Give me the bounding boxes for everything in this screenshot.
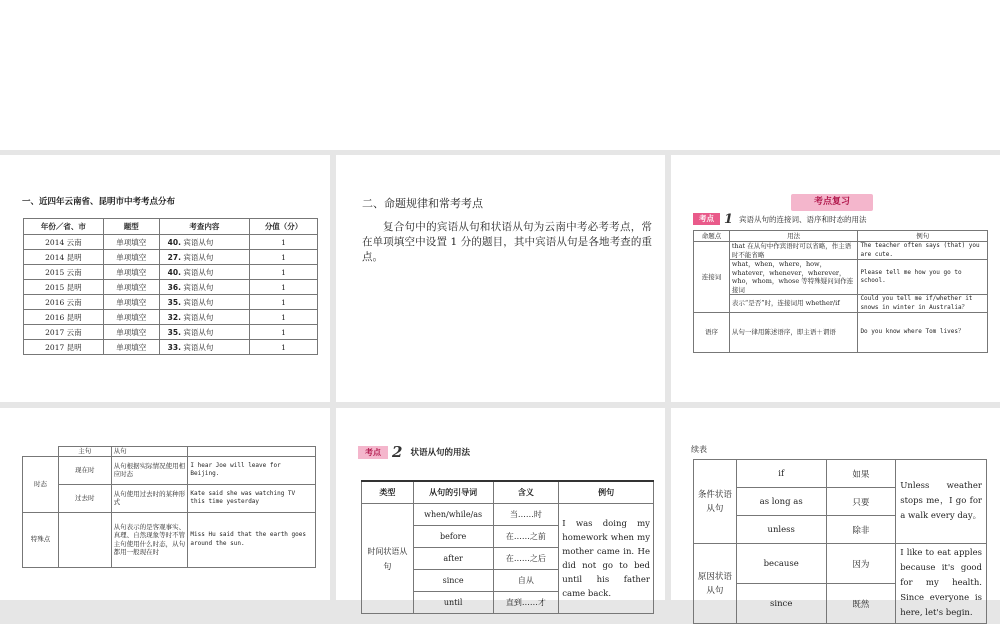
column-header: 含义 [493, 481, 559, 504]
tense-table [22, 446, 316, 568]
table-row [24, 280, 318, 295]
question-number: 35. [167, 297, 181, 307]
table-header-row [694, 231, 988, 242]
object-clause-table [693, 230, 988, 353]
cell-content [159, 340, 249, 355]
conjunction-cell: since [736, 584, 826, 624]
usage-cell: 从句一律用陈述语序，即主语＋谓语 [729, 313, 858, 353]
table-row [24, 340, 318, 355]
table-row [694, 544, 987, 584]
cell-type: 单项填空 [103, 235, 159, 250]
table-row [694, 260, 988, 295]
cell-type: 单项填空 [103, 280, 159, 295]
cell-content [159, 250, 249, 265]
cell-year: 2015 昆明 [24, 280, 104, 295]
table-header-row [23, 447, 316, 457]
table-row [694, 313, 988, 353]
cell-year: 2014 昆明 [24, 250, 104, 265]
table-row [23, 456, 316, 484]
slide-adverbial-continued[interactable] [671, 408, 1000, 618]
question-number: 36. [167, 282, 181, 292]
meaning-cell: 除非 [826, 516, 896, 544]
topic: 宾语从句 [183, 237, 214, 247]
slide-exam-rules[interactable] [336, 155, 665, 402]
table-header-row [362, 481, 654, 504]
example-cell: Do you know where Tom lives？ [858, 313, 988, 353]
key-point-number: 1 [724, 211, 734, 227]
column-header: 命题点 [694, 231, 730, 242]
clause-type: 时间状语从句 [362, 504, 414, 614]
table-row [23, 484, 316, 512]
column-header: 年份／省、市 [24, 219, 104, 235]
meaning-cell: 在……之后 [493, 548, 559, 570]
table-row [24, 325, 318, 340]
cell-type: 单项填空 [103, 265, 159, 280]
question-number: 35. [167, 327, 181, 337]
question-number: 33. [167, 342, 181, 352]
cell-type: 单项填空 [103, 310, 159, 325]
cell-score: 1 [250, 235, 318, 250]
sub-clause-header: 从句 [111, 447, 188, 457]
usage-cell: 从句表示的是客观事实、真理、自然现象等时不管主句使用什么时态，从句都用一般现在时 [111, 512, 188, 567]
cell-year: 2015 云南 [24, 265, 104, 280]
distribution-table [23, 218, 318, 355]
cell-content [159, 265, 249, 280]
tense-label: 时态 [23, 456, 59, 512]
table-row [24, 295, 318, 310]
topic: 宾语从句 [183, 342, 214, 352]
empty-cell [188, 447, 316, 457]
cell-type: 单项填空 [103, 325, 159, 340]
table-row [362, 504, 654, 526]
meaning-cell: 自从 [493, 570, 559, 592]
table-row [694, 295, 988, 313]
cell-type: 单项填空 [103, 340, 159, 355]
key-point-tag: 考点 [693, 213, 720, 225]
example-cell: The teacher often says (that) you are cute. [858, 242, 988, 260]
column-header: 从句的引导词 [413, 481, 493, 504]
adverbial-continued-table [693, 459, 987, 624]
conjunction-cell: until [413, 592, 493, 614]
column-header: 类型 [362, 481, 414, 504]
table-row [23, 512, 316, 567]
table-row [24, 265, 318, 280]
table-row [24, 310, 318, 325]
meaning-cell: 当……时 [493, 504, 559, 526]
cell-year: 2017 云南 [24, 325, 104, 340]
cell-year: 2016 昆明 [24, 310, 104, 325]
key-point-title: 宾语从句的连接词、语序和时态的用法 [739, 214, 867, 224]
usage-cell: 从句使用过去时的某种形式 [111, 484, 188, 512]
key-point-bar [358, 444, 470, 460]
table-row [24, 235, 318, 250]
table-row [694, 242, 988, 260]
slide-paragraph: 复合句中的宾语从句和状语从句为云南中考必考考点，常在单项填空中设置 1 分的题目，其中宾语从句是各地考查的重点。 [362, 221, 652, 263]
review-banner: 考点复习 [791, 194, 873, 211]
cell-score: 1 [250, 310, 318, 325]
usage-cell: 从句根据实际情况使用相应时态 [111, 456, 188, 484]
usage-cell: 表示“是否”时，连接词用 whether/if [729, 295, 858, 313]
usage-cell: what，when，where，how，whatever，whenever，wherever，who，whom，whose 等特殊疑问词作连接词 [729, 260, 858, 295]
topic: 宾语从句 [183, 312, 214, 322]
key-point-title: 状语从句的用法 [410, 448, 470, 458]
slide-adverbial-clause[interactable] [336, 408, 665, 607]
present-label: 现在时 [58, 456, 111, 484]
column-header: 例句 [559, 481, 654, 504]
column-header: 题型 [103, 219, 159, 235]
meaning-cell: 因为 [826, 544, 896, 584]
example-cell: Please tell me how you go to school. [858, 260, 988, 295]
cell-year: 2014 云南 [24, 235, 104, 250]
conjunction-cell: as long as [736, 488, 826, 516]
cell-type: 单项填空 [103, 250, 159, 265]
meaning-cell: 既然 [826, 584, 896, 624]
topic: 宾语从句 [183, 327, 214, 337]
slide-exam-distribution[interactable] [0, 155, 330, 402]
past-label: 过去时 [58, 484, 111, 512]
empty-cell [23, 447, 59, 457]
meaning-cell: 直到……才 [493, 592, 559, 614]
cell-type: 单项填空 [103, 295, 159, 310]
slide-title: 一、近四年云南省、昆明市中考考点分布 [22, 197, 176, 207]
cell-score: 1 [250, 340, 318, 355]
slide-object-clause[interactable] [671, 155, 1000, 402]
column-header: 例句 [858, 231, 988, 242]
main-clause-header: 主句 [58, 447, 111, 457]
example-cell: Unless weather stops me，I go for a walk every day。 [896, 460, 987, 544]
question-number: 40. [167, 267, 181, 277]
question-number: 27. [167, 252, 181, 262]
conjunction-cell: after [413, 548, 493, 570]
question-number: 32. [167, 312, 181, 322]
cell-content [159, 310, 249, 325]
usage-cell: that 在从句中作宾语时可以省略，作主语时不能省略 [729, 242, 858, 260]
cell-score: 1 [250, 280, 318, 295]
blank-slide [0, 0, 1000, 150]
slide-tense-rules[interactable] [0, 408, 330, 600]
example-cell: Miss Hu said that the earth goes around the sun. [188, 512, 316, 567]
cell-score: 1 [250, 250, 318, 265]
key-point-number: 2 [392, 443, 403, 461]
column-header: 用法 [729, 231, 858, 242]
question-number: 40. [167, 237, 181, 247]
cell-score: 1 [250, 265, 318, 280]
cell-content [159, 280, 249, 295]
conjunction-cell: because [736, 544, 826, 584]
conjunction-cell: before [413, 526, 493, 548]
topic: 宾语从句 [183, 252, 214, 262]
meaning-cell: 在……之前 [493, 526, 559, 548]
cell-content [159, 325, 249, 340]
cell-score: 1 [250, 295, 318, 310]
conjunction-cell: if [736, 460, 826, 488]
topic: 宾语从句 [183, 267, 214, 277]
conjunction-cell: when/while/as [413, 504, 493, 526]
conjunction-cell: unless [736, 516, 826, 544]
conjunction-cell: since [413, 570, 493, 592]
column-header: 分值（分） [250, 219, 318, 235]
meaning-cell: 只要 [826, 488, 896, 516]
example-cell: Kate said she was watching TV this time yesterday [188, 484, 316, 512]
example-cell: Could you tell me if/whether it snows in winter in Australia？ [858, 295, 988, 313]
key-point-bar [693, 213, 987, 225]
adverbial-clause-table [361, 480, 654, 614]
continued-label: 续表 [691, 445, 707, 454]
key-point-tag: 考点 [358, 446, 388, 459]
empty-cell [58, 512, 111, 567]
cell-content [159, 295, 249, 310]
slide-heading: 二、命题规律和常考考点 [362, 197, 483, 210]
cell-content [159, 235, 249, 250]
topic: 宾语从句 [183, 297, 214, 307]
special-label: 特殊点 [23, 512, 59, 567]
clause-type: 条件状语从句 [694, 460, 737, 544]
topic: 宾语从句 [183, 282, 214, 292]
column-header: 考查内容 [159, 219, 249, 235]
table-header-row [24, 219, 318, 235]
row-label: 连接词 [694, 242, 730, 313]
example-cell: I hear Joe will leave for Beijing. [188, 456, 316, 484]
row-label: 语序 [694, 313, 730, 353]
meaning-cell: 如果 [826, 460, 896, 488]
cell-year: 2016 云南 [24, 295, 104, 310]
table-row [694, 460, 987, 488]
example-cell: I was doing my homework when my mother came in. He did not go to bed until his father came back. [559, 504, 654, 614]
cell-year: 2017 昆明 [24, 340, 104, 355]
table-row [24, 250, 318, 265]
example-cell: I like to eat apples because it's good for my health. Since everyone is here, let's begin. [896, 544, 987, 624]
clause-type: 原因状语从句 [694, 544, 737, 624]
cell-score: 1 [250, 325, 318, 340]
